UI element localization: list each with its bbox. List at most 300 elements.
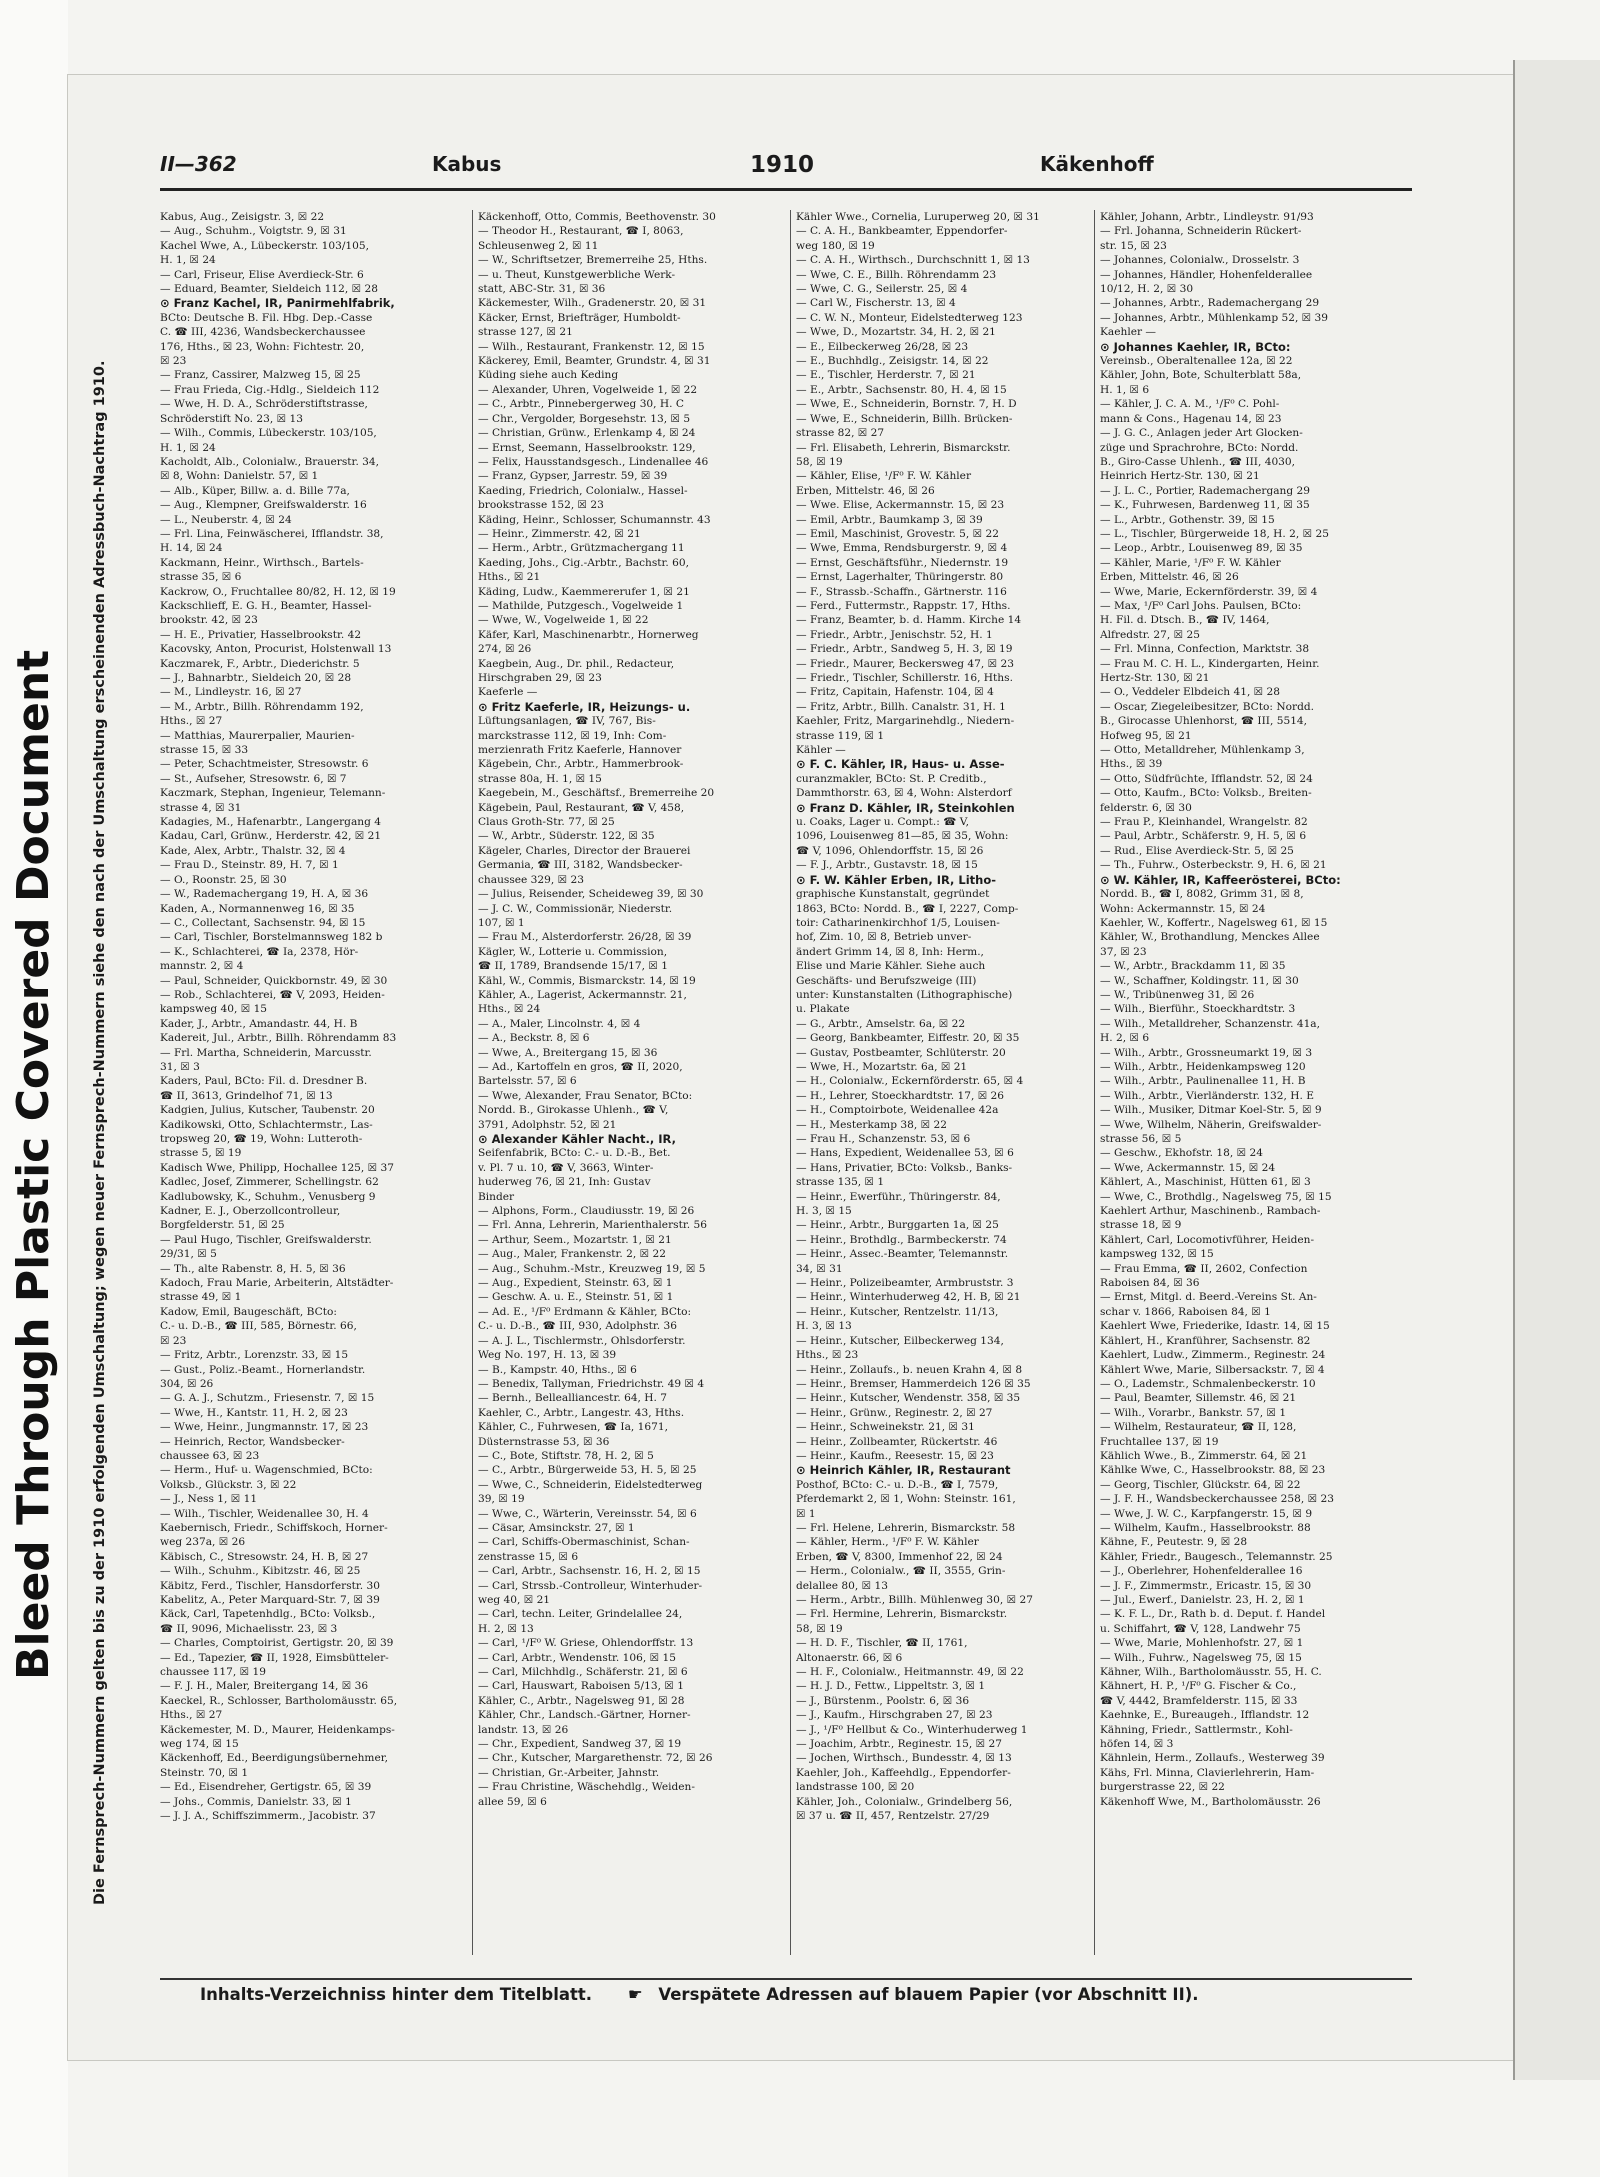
directory-entry: — Heinr., Grünw., Reginestr. 2, ☒ 27 bbox=[796, 1406, 993, 1419]
page-number: II—362 bbox=[160, 152, 237, 176]
directory-entry: — M., Lindleystr. 16, ☒ 27 bbox=[160, 686, 302, 699]
directory-entry: — Ad. E., ¹/F⁰ Erdmann & Kähler, BCto: bbox=[478, 1305, 692, 1318]
directory-entry: 176, Hths., ☒ 23, Wohn: Fichtestr. 20, bbox=[160, 340, 365, 353]
directory-entry: u. Coaks, Lager u. Compt.: ☎ V, bbox=[796, 816, 969, 829]
directory-entry: — Gustav, Postbeamter, Schlüterstr. 20 bbox=[796, 1046, 1006, 1059]
directory-entry: — J., Bahnarbtr., Sieldeich 20, ☒ 28 bbox=[160, 672, 352, 684]
directory-entry: — J. G. C., Anlagen jeder Art Glocken- bbox=[1100, 427, 1303, 440]
directory-entry: — Franz, Gypser, Jarrestr. 59, ☒ 39 bbox=[478, 470, 668, 483]
directory-entry: — Wwe, C. G., Seilerstr. 25, ☒ 4 bbox=[796, 283, 968, 296]
directory-entry: — Kähler, Marie, ¹/F⁰ F. W. Kähler bbox=[1100, 556, 1281, 569]
directory-entry: — K., Schlachterei, ☎ Ia, 2378, Hör- bbox=[160, 945, 359, 958]
directory-entry: Fruchtallee 137, ☒ 19 bbox=[1100, 1435, 1219, 1448]
directory-entry: — Alb., Küper, Billw. a. d. Bille 77a, bbox=[160, 484, 350, 497]
directory-entry: — K. F. L., Dr., Rath b. d. Deput. f. Handel bbox=[1100, 1608, 1326, 1621]
directory-entry: Wohn: Ackermannstr. 15, ☒ 24 bbox=[1100, 902, 1266, 915]
directory-entry: — Frl. Lina, Feinwäscherei, Ifflandstr. 38, bbox=[160, 527, 384, 540]
directory-entry: — L., Neuberstr. 4, ☒ 24 bbox=[160, 513, 292, 526]
directory-entry: schar v. 1866, Raboisen 84, ☒ 1 bbox=[1100, 1305, 1271, 1318]
directory-entry: H. 1, ☒ 6 bbox=[1100, 383, 1150, 396]
directory-entry: Kackmann, Heinr., Wirthsch., Bartels- bbox=[160, 556, 364, 569]
directory-entry: weg 180, ☒ 19 bbox=[796, 239, 875, 252]
directory-entry: — Heinr., Kutscher, Rentzelstr. 11/13, bbox=[796, 1305, 999, 1318]
directory-entry: Käding, Ludw., Kaemmererufer 1, ☒ 21 bbox=[478, 585, 690, 598]
directory-entry: — W., Rademachergang 19, H. A, ☒ 36 bbox=[160, 888, 369, 901]
directory-entry: — Christian, Grünw., Erlenkamp 4, ☒ 24 bbox=[478, 427, 696, 440]
directory-entry: 39, ☒ 19 bbox=[478, 1493, 525, 1506]
directory-entry: ☎ V, 1096, Ohlendorffstr. 15, ☒ 26 bbox=[796, 844, 984, 857]
directory-entry: Kählert, Carl, Locomotivführer, Heiden- bbox=[1100, 1233, 1315, 1246]
directory-entry: — Paul, Beamter, Sillemstr. 46, ☒ 21 bbox=[1100, 1392, 1297, 1405]
directory-entry: Kaehler, W., Koffertr., Nagelsweg 61, ☒ 15 bbox=[1100, 916, 1328, 929]
directory-entry: — Wwe, A., Breitergang 15, ☒ 36 bbox=[478, 1046, 658, 1059]
directory-entry: Kacholdt, Alb., Colonialw., Brauerstr. 34, bbox=[160, 455, 380, 468]
directory-entry: — Friedr., Arbtr., Sandweg 5, H. 3, ☒ 19 bbox=[796, 643, 1013, 656]
directory-entry: — H., Colonialw., Eckernförderstr. 65, ☒ 4 bbox=[796, 1075, 1024, 1088]
directory-entry: — Wilh., Arbtr., Heidenkampsweg 120 bbox=[1100, 1060, 1306, 1073]
directory-entry: H. 2, ☒ 6 bbox=[1100, 1032, 1150, 1045]
directory-entry: — Heinr., Zimmerstr. 42, ☒ 21 bbox=[478, 527, 641, 540]
directory-entry: — Fritz, Capitain, Hafenstr. 104, ☒ 4 bbox=[796, 686, 994, 699]
directory-entry: — Carl, Arbtr., Sachsenstr. 16, H. 2, ☒ 15 bbox=[478, 1565, 701, 1578]
directory-entry: — Herm., Arbtr., Billh. Mühlenweg 30, ☒ 27 bbox=[796, 1594, 1033, 1606]
directory-entry: — W., Arbtr., Brackdamm 11, ☒ 35 bbox=[1100, 960, 1286, 973]
directory-entry: — Heinr., Kutscher, Wendenstr. 358, ☒ 35 bbox=[796, 1392, 1021, 1405]
directory-entry: Käkenhoff Wwe, M., Bartholomäusstr. 26 bbox=[1100, 1795, 1321, 1808]
directory-entry: — Heinr., Kutscher, Eilbeckerweg 134, bbox=[796, 1334, 1004, 1347]
directory-entry: — E., Eilbeckerweg 26/28, ☒ 23 bbox=[796, 340, 969, 353]
column-divider bbox=[472, 210, 473, 1955]
directory-entry: statt, ABC-Str. 31, ☒ 36 bbox=[478, 283, 606, 296]
directory-entry: 1096, Louisenweg 81—85, ☒ 35, Wohn: bbox=[796, 830, 1009, 843]
directory-entry: ☎ II, 3613, Grindelhof 71, ☒ 13 bbox=[160, 1089, 333, 1102]
directory-entry: strasse 5, ☒ 19 bbox=[160, 1147, 242, 1160]
directory-entry: — Franz, Cassirer, Malzweg 15, ☒ 25 bbox=[160, 369, 361, 382]
directory-entry: Kählert Wwe, Marie, Silbersackstr. 7, ☒ 4 bbox=[1100, 1363, 1325, 1376]
directory-entry: — O., Roonstr. 25, ☒ 30 bbox=[160, 873, 287, 886]
directory-entry: ☎ V, 4442, Bramfelderstr. 115, ☒ 33 bbox=[1100, 1694, 1298, 1707]
directory-entry: — Wilh., Metalldreher, Schanzenstr. 41a, bbox=[1100, 1017, 1320, 1030]
directory-entry: Erben, Mittelstr. 46, ☒ 26 bbox=[796, 484, 935, 497]
directory-entry: Kaczmarek, F., Arbtr., Diederichstr. 5 bbox=[160, 657, 360, 670]
directory-entry: — Wwe, W., Vogelweide 1, ☒ 22 bbox=[478, 614, 649, 627]
directory-entry: — E., Tischler, Herderstr. 7, ☒ 21 bbox=[796, 369, 976, 382]
directory-entry: — W., Schaffner, Koldingstr. 11, ☒ 30 bbox=[1100, 974, 1299, 987]
directory-entry: höfen 14, ☒ 3 bbox=[1100, 1738, 1174, 1751]
directory-entry: Hertz-Str. 130, ☒ 21 bbox=[1100, 672, 1210, 684]
directory-entry: strasse 82, ☒ 27 bbox=[796, 427, 885, 440]
directory-entry: — Cäsar, Amsinckstr. 27, ☒ 1 bbox=[478, 1521, 635, 1534]
directory-entry: Kählke Wwe, C., Hasselbrookstr. 88, ☒ 23 bbox=[1100, 1464, 1326, 1477]
directory-entry: — Heinr., Bremser, Hammerdeich 126 ☒ 35 bbox=[796, 1377, 1031, 1390]
directory-entry: — Max, ¹/F⁰ Carl Johs. Paulsen, BCto: bbox=[1100, 599, 1302, 612]
directory-entry: — J. F. H., Wandsbeckerchaussee 258, ☒ 23 bbox=[1100, 1493, 1334, 1506]
directory-entry: Kähnlein, Herm., Zollaufs., Westerweg 39 bbox=[1100, 1752, 1325, 1765]
directory-entry: ☒ 1 bbox=[796, 1507, 816, 1520]
directory-entry: — Ernst, Lagerhalter, Thüringerstr. 80 bbox=[796, 571, 1004, 584]
directory-entry: — Emil, Arbtr., Baumkamp 3, ☒ 39 bbox=[796, 513, 983, 526]
directory-entry: — Carl, Hauswart, Raboisen 5/13, ☒ 1 bbox=[478, 1680, 684, 1693]
directory-entry: — Johannes, Händler, Hohenfelderallee bbox=[1100, 268, 1313, 281]
directory-entry: Käckenhoff, Ed., Beerdigungsübernehmer, bbox=[160, 1752, 389, 1765]
directory-entry: — Heinr., Winterhuderweg 42, H. B, ☒ 21 bbox=[796, 1291, 1021, 1304]
header-rule bbox=[160, 188, 1412, 191]
directory-entry: — G., Arbtr., Amselstr. 6a, ☒ 22 bbox=[796, 1017, 966, 1030]
directory-entry: — W., Schriftsetzer, Bremerreihe 25, Hths. bbox=[478, 254, 708, 267]
directory-entry: — Kähler, J. C. A. M., ¹/F⁰ C. Pohl- bbox=[1100, 398, 1280, 411]
directory-entry: v. Pl. 7 u. 10, ☎ V, 3663, Winter- bbox=[478, 1161, 654, 1174]
directory-entry: Kaeding, Friedrich, Colonialw., Hassel- bbox=[478, 484, 688, 497]
directory-entry: Lüftungsanlagen, ☎ IV, 767, Bis- bbox=[478, 715, 656, 728]
directory-entry: — Julius, Reisender, Scheideweg 39, ☒ 30 bbox=[478, 888, 704, 901]
directory-entry: — Georg, Bankbeamter, Eiffestr. 20, ☒ 35 bbox=[796, 1032, 1020, 1045]
directory-entry: — Wwe, H., Kantstr. 11, H. 2, ☒ 23 bbox=[160, 1406, 348, 1419]
directory-entry: ⊙ Alexander Kähler Nacht., IR, bbox=[478, 1132, 676, 1146]
directory-entry: — Jochen, Wirthsch., Bundesstr. 4, ☒ 13 bbox=[796, 1752, 1012, 1765]
directory-entry: — Wwe, E., Schneiderin, Bornstr. 7, H. D bbox=[796, 398, 1017, 411]
directory-entry: Kähning, Friedr., Sattlermstr., Kohl- bbox=[1100, 1723, 1293, 1736]
directory-entry: allee 59, ☒ 6 bbox=[478, 1795, 547, 1808]
directory-entry: Elise und Marie Kähler. Siehe auch bbox=[796, 960, 986, 973]
directory-entry: — Chr., Vergolder, Borgesehstr. 13, ☒ 5 bbox=[478, 412, 691, 425]
directory-entry: Kägebein, Chr., Arbtr., Hammerbrook- bbox=[478, 758, 684, 771]
directory-entry: — Wwe, Ackermannstr. 15, ☒ 24 bbox=[1100, 1161, 1276, 1174]
directory-entry: ⊙ Heinrich Kähler, IR, Restaurant bbox=[796, 1463, 1011, 1478]
directory-entry: Kabus, Aug., Zeisigstr. 3, ☒ 22 bbox=[160, 211, 325, 223]
directory-entry: Germania, ☎ III, 3182, Wandsbecker- bbox=[478, 859, 683, 872]
directory-entry: Kabelitz, A., Peter Marquard-Str. 7, ☒ 39 bbox=[160, 1594, 380, 1606]
directory-entry: Erben, Mittelstr. 46, ☒ 26 bbox=[1100, 571, 1239, 584]
directory-entry: — Carl, Friseur, Elise Averdieck-Str. 6 bbox=[160, 268, 364, 281]
directory-column-4 bbox=[1100, 210, 1408, 1955]
directory-entry: toir: Catharinenkirchhof 1/5, Louisen- bbox=[796, 916, 1000, 929]
directory-entry: — Alexander, Uhren, Vogelweide 1, ☒ 22 bbox=[478, 383, 698, 396]
directory-entry: Kadgien, Julius, Kutscher, Taubenstr. 20 bbox=[160, 1104, 375, 1117]
directory-entry: B., Girocasse Uhlenhorst, ☎ III, 5514, bbox=[1100, 715, 1308, 728]
directory-entry: Kähl, W., Commis, Bismarckstr. 14, ☒ 19 bbox=[478, 974, 696, 987]
directory-entry: — Wwe, C., Schneiderin, Eidelstedterweg bbox=[478, 1478, 703, 1491]
directory-entry: — J., Kaufm., Hirschgraben 27, ☒ 23 bbox=[796, 1709, 993, 1722]
directory-entry: Kähler Wwe., Cornelia, Luruperweg 20, ☒ 31 bbox=[796, 211, 1040, 223]
directory-entry: strasse 35, ☒ 6 bbox=[160, 571, 242, 584]
directory-entry: — Leop., Arbtr., Louisenweg 89, ☒ 35 bbox=[1100, 542, 1303, 555]
directory-entry: Kaehlert, Ludw., Zimmerm., Reginestr. 24 bbox=[1100, 1349, 1326, 1362]
left-margin-strip bbox=[0, 0, 68, 2177]
directory-entry: BCto: Deutsche B. Fil. Hbg. Dep.-Casse bbox=[160, 311, 373, 324]
directory-entry: — Kähler, Herm., ¹/F⁰ F. W. Kähler bbox=[796, 1536, 979, 1549]
directory-entry: — H., Comptoirbote, Weidenallee 42a bbox=[796, 1104, 999, 1117]
directory-entry: — Heinr., Zollaufs., b. neuen Krahn 4, ☒ 8 bbox=[796, 1363, 1023, 1376]
directory-entry: — Frl. Elisabeth, Lehrerin, Bismarckstr. bbox=[796, 441, 1011, 454]
directory-entry: Hofweg 95, ☒ 21 bbox=[1100, 729, 1192, 742]
directory-entry: — Otto, Metalldreher, Mühlenkamp 3, bbox=[1100, 744, 1305, 757]
directory-entry: — Wwe, Marie, Mohlenhofstr. 27, ☒ 1 bbox=[1100, 1637, 1304, 1650]
directory-entry: — Hans, Expedient, Weidenallee 53, ☒ 6 bbox=[796, 1147, 1014, 1160]
directory-entry: Nordd. B., ☎ I, 8082, Grimm 31, ☒ 8, bbox=[1100, 888, 1304, 901]
directory-entry: — C. A. H., Wirthsch., Durchschnitt 1, ☒ 13 bbox=[796, 254, 1030, 267]
directory-entry: Kähler, A., Lagerist, Ackermannstr. 21, bbox=[478, 988, 687, 1001]
directory-entry: — Wwe, Marie, Eckernförderstr. 39, ☒ 4 bbox=[1100, 585, 1318, 598]
directory-entry: — C., Collectant, Sachsenstr. 94, ☒ 15 bbox=[160, 916, 366, 929]
directory-entry: — Wwe, H., Mozartstr. 6a, ☒ 21 bbox=[796, 1060, 968, 1073]
directory-entry: Kähler, Johann, Arbtr., Lindleystr. 91/93 bbox=[1100, 211, 1314, 223]
directory-entry: huderweg 76, ☒ 21, Inh: Gustav bbox=[478, 1176, 651, 1189]
directory-entry: Vereinsb., Oberaltenallee 12a, ☒ 22 bbox=[1100, 355, 1293, 368]
directory-entry: H. 3, ☒ 13 bbox=[796, 1320, 852, 1333]
directory-entry: Altonaerstr. 66, ☒ 6 bbox=[796, 1651, 903, 1664]
directory-entry: — Wilh., Arbtr., Grossneumarkt 19, ☒ 3 bbox=[1100, 1046, 1313, 1059]
directory-entry: C.- u. D.-B., ☎ III, 585, Börnestr. 66, bbox=[160, 1320, 357, 1333]
directory-entry: strasse 56, ☒ 5 bbox=[1100, 1133, 1182, 1145]
directory-entry: — Friedr., Maurer, Beckersweg 47, ☒ 23 bbox=[796, 657, 1014, 670]
directory-entry: landstrasse 100, ☒ 20 bbox=[796, 1781, 915, 1794]
directory-entry: — Aug., Klempner, Greifswalderstr. 16 bbox=[160, 499, 367, 512]
directory-entry: 37, ☒ 23 bbox=[1100, 945, 1147, 958]
directory-entry: Kaders, Paul, BCto: Fil. d. Dresdner B. bbox=[160, 1075, 368, 1088]
directory-entry: ☎ II, 1789, Brandsende 15/17, ☒ 1 bbox=[478, 960, 668, 973]
directory-entry: — Th., alte Rabenstr. 8, H. 5, ☒ 36 bbox=[160, 1262, 346, 1275]
directory-entry: — Johannes, Arbtr., Rademachergang 29 bbox=[1100, 297, 1320, 310]
directory-entry: — Frl. Johanna, Schneiderin Rückert- bbox=[1100, 225, 1302, 238]
directory-entry: — C. A. H., Bankbeamter, Eppendorfer- bbox=[796, 225, 1008, 238]
footer-rule bbox=[160, 1978, 1412, 1980]
directory-entry: 58, ☒ 19 bbox=[796, 455, 843, 468]
directory-entry: 3791, Adolphstr. 52, ☒ 21 bbox=[478, 1118, 617, 1131]
directory-entry: Pferdemarkt 2, ☒ 1, Wohn: Steinstr. 161, bbox=[796, 1493, 1016, 1506]
directory-entry: Käckemester, Wilh., Gradenerstr. 20, ☒ 31 bbox=[478, 297, 707, 310]
directory-entry: Kaegbein, Aug., Dr. phil., Redacteur, bbox=[478, 657, 675, 670]
directory-entry: — Felix, Hausstandsgesch., Lindenallee 46 bbox=[478, 455, 709, 468]
year-label: 1910 bbox=[750, 152, 815, 178]
directory-entry: — Th., Fuhrw., Osterbeckstr. 9, H. 6, ☒ 21 bbox=[1100, 859, 1327, 872]
directory-entry: Kade, Alex, Arbtr., Thalstr. 32, ☒ 4 bbox=[160, 844, 346, 857]
directory-entry: curanzmakler, BCto: St. P. Creditb., bbox=[796, 772, 987, 785]
directory-entry: — Wilh., Arbtr., Vierländerstr. 132, H. E bbox=[1100, 1089, 1314, 1102]
directory-entry: Kaehler, Joh., Kaffeehdlg., Eppendorfer- bbox=[796, 1766, 1011, 1779]
directory-entry: Kägler, W., Lotterie u. Commission, bbox=[478, 945, 668, 958]
last-entry-keyword: Käkenhoff bbox=[1040, 152, 1154, 176]
directory-entry: — Heinr., Polizeibeamter, Armbruststr. 3 bbox=[796, 1277, 1014, 1290]
directory-entry: — Frau P., Kleinhandel, Wrangelstr. 82 bbox=[1100, 816, 1308, 829]
directory-entry: Kaehnke, E., Bureaugeh., Ifflandstr. 12 bbox=[1100, 1709, 1310, 1722]
directory-entry: H. 14, ☒ 24 bbox=[160, 542, 223, 555]
directory-entry: 10/12, H. 2, ☒ 30 bbox=[1100, 283, 1194, 296]
directory-entry: Kaehlert Arthur, Maschinenb., Rambach- bbox=[1100, 1205, 1321, 1218]
directory-entry: ⊙ Franz D. Kähler, IR, Steinkohlen bbox=[796, 800, 1015, 815]
directory-entry: 29/31, ☒ 5 bbox=[160, 1248, 217, 1261]
directory-entry: Kaehler, Fritz, Margarinehdlg., Niedern- bbox=[796, 715, 1015, 728]
directory-entry: Heinrich Hertz-Str. 130, ☒ 21 bbox=[1100, 470, 1260, 483]
directory-entry: 58, ☒ 19 bbox=[796, 1622, 843, 1635]
directory-entry: — M., Arbtr., Billh. Röhrendamm 192, bbox=[160, 700, 364, 713]
directory-entry: — Theodor H., Restaurant, ☎ I, 8063, bbox=[478, 225, 684, 238]
directory-entry: H. 2, ☒ 13 bbox=[478, 1622, 534, 1635]
directory-entry: 304, ☒ 26 bbox=[160, 1377, 214, 1390]
directory-entry: — H. D. F., Tischler, ☎ II, 1761, bbox=[796, 1637, 968, 1650]
directory-entry: — Heinr., Arbtr., Burggarten 1a, ☒ 25 bbox=[796, 1219, 999, 1232]
directory-entry: Hths., ☒ 39 bbox=[1100, 758, 1163, 771]
directory-entry: brookstr. 42, ☒ 23 bbox=[160, 614, 258, 627]
directory-entry: Erben, ☎ V, 8300, Immenhof 22, ☒ 24 bbox=[796, 1550, 1003, 1563]
directory-entry: — F., Strassb.-Schaffn., Gärtnerstr. 116 bbox=[796, 585, 1007, 598]
directory-entry: — E., Buchhdlg., Zeisigstr. 14, ☒ 22 bbox=[796, 355, 989, 368]
directory-entry: — Carl, techn. Leiter, Grindelallee 24, bbox=[478, 1608, 683, 1621]
directory-entry: — Heinr., Ewerführ., Thüringerstr. 84, bbox=[796, 1190, 1001, 1203]
directory-entry: — Heinr., Brothdlg., Barmbeckerstr. 74 bbox=[796, 1233, 1007, 1246]
directory-entry: — J., Bürstenm., Poolstr. 6, ☒ 36 bbox=[796, 1694, 970, 1707]
directory-entry: Bartelsstr. 57, ☒ 6 bbox=[478, 1075, 577, 1088]
directory-entry: — Wilh., Schuhm., Kibitzstr. 46, ☒ 25 bbox=[160, 1565, 361, 1578]
directory-entry: — Heinr., Schweinekstr. 21, ☒ 31 bbox=[796, 1421, 975, 1434]
directory-entry: Kägeler, Charles, Director der Brauerei bbox=[478, 844, 691, 857]
first-entry-keyword: Kabus bbox=[432, 152, 502, 176]
directory-entry: Käck, Carl, Tapetenhdlg., BCto: Volksb., bbox=[160, 1608, 376, 1621]
directory-entry: Raboisen 84, ☒ 36 bbox=[1100, 1277, 1200, 1290]
directory-entry: — Wwe, C., Brothdlg., Nagelsweg 75, ☒ 15 bbox=[1100, 1190, 1332, 1203]
directory-entry: — L., Arbtr., Gothenstr. 39, ☒ 15 bbox=[1100, 513, 1275, 526]
directory-entry: Kähne, F., Peutestr. 9, ☒ 28 bbox=[1100, 1536, 1248, 1549]
directory-entry: Käding, Heinr., Schlosser, Schumannstr. 43 bbox=[478, 513, 711, 526]
directory-entry: — Friedr., Tischler, Schillerstr. 16, Hths. bbox=[796, 672, 1013, 684]
directory-entry: Posthof, BCto: C.- u. D.-B., ☎ I, 7579, bbox=[796, 1478, 999, 1491]
directory-entry: — Eduard, Beamter, Sieldeich 112, ☒ 28 bbox=[160, 283, 378, 296]
directory-entry: — Carl, Arbtr., Wendenstr. 106, ☒ 15 bbox=[478, 1651, 676, 1664]
directory-entry: marckstrasse 112, ☒ 19, Inh: Com- bbox=[478, 729, 667, 742]
directory-entry: — Emil, Maschinist, Grovestr. 5, ☒ 22 bbox=[796, 527, 999, 540]
directory-entry: — Paul, Schneider, Quickbornstr. 49, ☒ 30 bbox=[160, 974, 388, 987]
directory-entry: — Heinrich, Rector, Wandsbecker- bbox=[160, 1435, 345, 1448]
facing-page-edge bbox=[1513, 60, 1600, 2080]
directory-entry: Kähler, Friedr., Baugesch., Telemannstr. 25 bbox=[1100, 1550, 1333, 1563]
directory-entry: — Johannes, Arbtr., Mühlenkamp 52, ☒ 39 bbox=[1100, 311, 1329, 324]
directory-entry: burgerstrasse 22, ☒ 22 bbox=[1100, 1781, 1225, 1794]
directory-entry: Kaegebein, M., Geschäftsf., Bremerreihe 20 bbox=[478, 787, 715, 800]
directory-column-3 bbox=[796, 210, 1104, 1955]
column-divider bbox=[790, 210, 791, 1955]
directory-entry: — Frl. Helene, Lehrerin, Bismarckstr. 58 bbox=[796, 1521, 1016, 1534]
directory-entry: 274, ☒ 26 bbox=[478, 643, 532, 656]
directory-entry: — Carl, Schiffs-Obermaschinist, Schan- bbox=[478, 1536, 690, 1549]
directory-entry: mann & Cons., Hagenau 14, ☒ 23 bbox=[1100, 412, 1282, 425]
directory-entry: weg 237a, ☒ 26 bbox=[160, 1536, 246, 1549]
directory-entry: ⊙ F. C. Kähler, IR, Haus- u. Asse- bbox=[796, 757, 1005, 772]
directory-entry: — Frau M. C. H. L., Kindergarten, Heinr. bbox=[1100, 657, 1320, 670]
directory-entry: Borgfelderstr. 51, ☒ 25 bbox=[160, 1219, 285, 1232]
directory-entry: Kaehlert Wwe, Friederike, Idastr. 14, ☒ 15 bbox=[1100, 1320, 1330, 1333]
directory-entry: — E., Arbtr., Sachsenstr. 80, H. 4, ☒ 15 bbox=[796, 383, 1007, 396]
directory-entry: — H. F., Colonialw., Heitmannstr. 49, ☒ 22 bbox=[796, 1666, 1024, 1679]
directory-entry: Kägebein, Paul, Restaurant, ☎ V, 458, bbox=[478, 801, 685, 814]
directory-entry: — u. Theut, Kunstgewerbliche Werk- bbox=[478, 268, 676, 281]
directory-entry: 31, ☒ 3 bbox=[160, 1060, 200, 1073]
directory-entry: — Heinr., Zollbeamter, Rückertstr. 46 bbox=[796, 1435, 998, 1448]
directory-entry: — Johannes, Colonialw., Drosselstr. 3 bbox=[1100, 254, 1300, 267]
directory-entry: — C. W. N., Monteur, Eidelstedterweg 123 bbox=[796, 311, 1023, 324]
directory-entry: — Wwe, C., Wärterin, Vereinsstr. 54, ☒ 6 bbox=[478, 1507, 697, 1520]
directory-entry: — Wilh., Vorarbr., Bankstr. 57, ☒ 1 bbox=[1100, 1406, 1287, 1419]
directory-entry: tropsweg 20, ☎ 19, Wohn: Lutteroth- bbox=[160, 1133, 363, 1145]
directory-entry: u. Plakate bbox=[796, 1003, 850, 1016]
directory-entry: Hths., ☒ 21 bbox=[478, 571, 541, 584]
directory-entry: Seifenfabrik, BCto: C.- u. D.-B., Bet. bbox=[478, 1147, 671, 1160]
directory-entry: — Herm., Arbtr., Grützmachergang 11 bbox=[478, 542, 685, 555]
directory-entry: Düsternstrasse 53, ☒ 36 bbox=[478, 1435, 610, 1448]
directory-entry: — Wwe, E., Schneiderin, Billh. Brücken- bbox=[796, 412, 1013, 425]
directory-entry: H. Fil. d. Dtsch. B., ☎ IV, 1464, bbox=[1100, 614, 1270, 627]
directory-entry: Claus Groth-Str. 77, ☒ 25 bbox=[478, 816, 615, 829]
directory-entry: — J. F., Zimmermstr., Ericastr. 15, ☒ 30 bbox=[1100, 1579, 1312, 1592]
footer-late-addresses-note: Verspätete Adressen auf blauem Papier (vor Abschnitt II). bbox=[658, 1985, 1199, 2004]
directory-entry: Käckemester, M. D., Maurer, Heidenkamps- bbox=[160, 1723, 395, 1736]
directory-entry: — Heinr., Kaufm., Reesestr. 15, ☒ 23 bbox=[796, 1449, 994, 1462]
directory-entry: — Carl, Milchhdlg., Schäferstr. 21, ☒ 6 bbox=[478, 1666, 688, 1679]
directory-entry: H. 1, ☒ 24 bbox=[160, 254, 216, 267]
directory-entry: — Matthias, Maurerpalier, Maurien- bbox=[160, 729, 355, 742]
directory-entry: — Otto, Kaufm., BCto: Volksb., Breiten- bbox=[1100, 787, 1312, 800]
directory-entry: — B., Kampstr. 40, Hths., ☒ 6 bbox=[478, 1363, 637, 1376]
directory-entry: Hths., ☒ 23 bbox=[796, 1349, 859, 1362]
directory-entry: landstr. 13, ☒ 26 bbox=[478, 1723, 569, 1736]
directory-entry: Kader, J., Arbtr., Amandastr. 44, H. B bbox=[160, 1017, 358, 1030]
directory-entry: — C., Bote, Stiftstr. 78, H. 2, ☒ 5 bbox=[478, 1449, 654, 1462]
directory-entry: H. 3, ☒ 15 bbox=[796, 1205, 852, 1218]
directory-entry: Geschäfts- und Berufszweige (III) bbox=[796, 974, 977, 987]
directory-entry: — Wwe. Elise, Ackermannstr. 15, ☒ 23 bbox=[796, 499, 1005, 512]
directory-entry: — A., Beckstr. 8, ☒ 6 bbox=[478, 1032, 590, 1045]
directory-entry: Küding siehe auch Keding bbox=[478, 369, 619, 382]
directory-entry: züge und Sprachrohre, BCto: Nordd. bbox=[1100, 441, 1299, 454]
directory-entry: — Otto, Südfrüchte, Ifflandstr. 52, ☒ 24 bbox=[1100, 772, 1313, 785]
directory-entry: Kaden, A., Normannenweg 16, ☒ 35 bbox=[160, 902, 355, 915]
directory-entry: — Herm., Huf- u. Wagenschmied, BCto: bbox=[160, 1464, 373, 1477]
directory-entry: Kaeferle — bbox=[478, 686, 538, 699]
directory-entry: — Carl W., Fischerstr. 13, ☒ 4 bbox=[796, 297, 956, 310]
directory-entry: strasse 15, ☒ 33 bbox=[160, 744, 249, 757]
directory-entry: — Geschw., Ekhofstr. 18, ☒ 24 bbox=[1100, 1147, 1263, 1160]
directory-entry: — Wwe, Emma, Rendsburgerstr. 9, ☒ 4 bbox=[796, 542, 1008, 555]
directory-entry: strasse 135, ☒ 1 bbox=[796, 1176, 885, 1189]
directory-entry: — Carl, ¹/F⁰ W. Griese, Ohlendorffstr. 13 bbox=[478, 1637, 694, 1650]
directory-entry: Kähnert, H. P., ¹/F⁰ G. Fischer & Co., bbox=[1100, 1680, 1297, 1693]
directory-entry: — Aug., Expedient, Steinstr. 63, ☒ 1 bbox=[478, 1277, 673, 1290]
directory-entry: — Paul, Arbtr., Schäferstr. 9, H. 5, ☒ 6 bbox=[1100, 830, 1307, 843]
directory-entry: strasse 18, ☒ 9 bbox=[1100, 1219, 1182, 1232]
directory-entry: — C., Arbtr., Bürgerweide 53, H. 5, ☒ 25 bbox=[478, 1464, 697, 1477]
page-footer bbox=[200, 1985, 1400, 2004]
directory-entry: chaussee 117, ☒ 19 bbox=[160, 1666, 266, 1679]
directory-entry: — W., Tribünenweg 31, ☒ 26 bbox=[1100, 988, 1255, 1001]
directory-entry: — Oscar, Ziegeleibesitzer, BCto: Nordd. bbox=[1100, 700, 1314, 713]
directory-entry: — Ed., Tapezier, ☎ II, 1928, Eimsbütteler- bbox=[160, 1651, 389, 1664]
directory-entry: — Frau D., Steinstr. 89, H. 7, ☒ 1 bbox=[160, 859, 339, 872]
directory-entry: Kackrow, O., Fruchtallee 80/82, H. 12, ☒ 19 bbox=[160, 585, 396, 598]
directory-entry: Kähler, C., Arbtr., Nagelsweg 91, ☒ 28 bbox=[478, 1694, 685, 1707]
directory-entry: — Aug., Schuhm.-Mstr., Kreuzweg 19, ☒ 5 bbox=[478, 1262, 706, 1275]
directory-entry: — Wwe, C. E., Billh. Röhrendamm 23 bbox=[796, 268, 997, 281]
directory-entry: Alfredstr. 27, ☒ 25 bbox=[1100, 628, 1200, 641]
directory-entry: — Ad., Kartoffeln en gros, ☎ II, 2020, bbox=[478, 1060, 683, 1073]
directory-entry: — Wwe, J. W. C., Karpfangerstr. 15, ☒ 9 bbox=[1100, 1507, 1313, 1520]
directory-entry: Kadlec, Josef, Zimmerer, Schellingstr. 62 bbox=[160, 1176, 379, 1189]
directory-entry: — Wilh., Commis, Lübeckerstr. 103/105, bbox=[160, 427, 377, 440]
directory-entry: ☎ II, 9096, Michaelisstr. 23, ☒ 3 bbox=[160, 1622, 338, 1635]
directory-entry: weg 174, ☒ 15 bbox=[160, 1738, 239, 1751]
directory-entry: — J., Oberlehrer, Hohenfelderallee 16 bbox=[1100, 1565, 1303, 1578]
footer-contents-note: Inhalts-Verzeichniss hinter dem Titelblatt. bbox=[200, 1985, 593, 2004]
directory-entry: Hirschgraben 29, ☒ 23 bbox=[478, 672, 602, 684]
directory-entry: — Wilhelm, Kaufm., Hasselbrookstr. 88 bbox=[1100, 1521, 1311, 1534]
directory-entry: — Wwe, Alexander, Frau Senator, BCto: bbox=[478, 1089, 693, 1102]
